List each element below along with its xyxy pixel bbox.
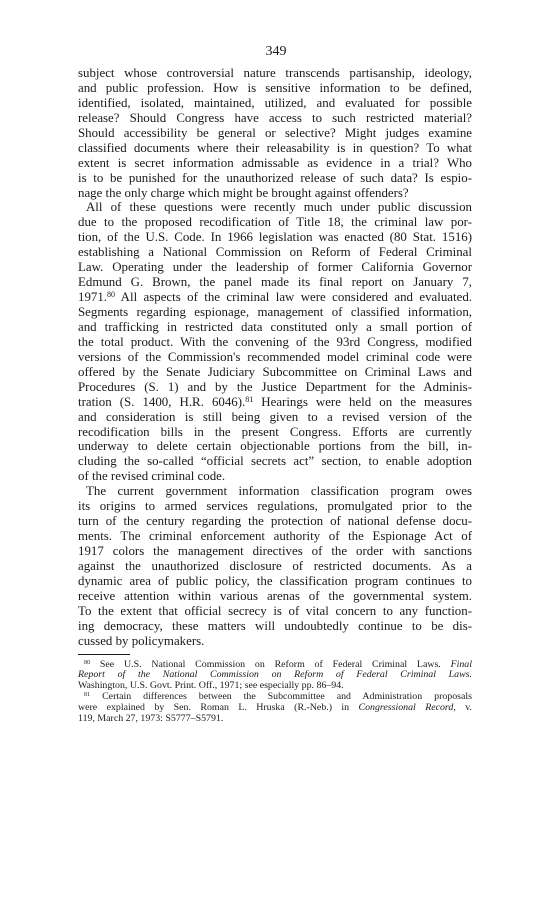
line-text: recodification bills in the present Congress. Efforts are currently xyxy=(78,424,472,439)
footnote-ref: 81 xyxy=(245,394,254,404)
text-line xyxy=(78,454,472,469)
line-text: cluding the so-called “official secrets act” section, to enable adoption xyxy=(78,454,472,469)
line-text: To the extent that official secrecy is of vital concern to any function- xyxy=(78,603,472,618)
text-line xyxy=(78,290,472,305)
line-text: Certain differences between the Subcommittee and Administration proposals xyxy=(90,692,472,703)
footnote-ref: 80 xyxy=(107,290,115,300)
text-line xyxy=(78,96,472,111)
footnote-separator xyxy=(78,654,130,655)
text-line xyxy=(78,395,472,410)
line-text: tration (S. 1400, H.R. 6046). xyxy=(78,394,246,409)
line-text: 119, March 27, 1973: S5777–S5791. xyxy=(78,714,224,725)
line-text: the total product. With the convening of the 93rd Congress, modified xyxy=(78,334,472,349)
line-text: cussed by policymakers. xyxy=(78,633,205,648)
text-line xyxy=(78,126,472,141)
italic-text: Report of the National Commission on Reform of Federal Criminal Laws. xyxy=(78,670,472,681)
line-text: versions of the Commission's recommended model criminal code were xyxy=(78,349,472,364)
line-text: subject whose controversial nature transcends partisanship, ideology, xyxy=(78,66,472,80)
line-text: ing democracy, these matters will undoubtedly continue to be dis- xyxy=(78,618,472,633)
line-text: offered by the Senate Judiciary Subcommittee on Criminal Laws and xyxy=(78,364,472,379)
text-line xyxy=(78,186,472,201)
line-text: dynamic area of public policy, the classification program continues to xyxy=(78,573,472,588)
text-line xyxy=(78,81,472,96)
text-line xyxy=(78,230,472,245)
text-line xyxy=(78,604,472,619)
line-text: Segments regarding espionage, management of classified information, xyxy=(78,305,472,319)
footnote-line xyxy=(78,692,472,703)
text-line xyxy=(78,305,472,320)
line-text: and public profession. How is sensitive information to be defined, xyxy=(78,80,472,95)
footnote-line xyxy=(78,660,472,671)
footnote-ref: 81 xyxy=(84,692,91,699)
footnote-ref: 80 xyxy=(84,659,91,666)
text-line xyxy=(78,200,472,215)
footnotes xyxy=(78,660,472,725)
line-text: extent is secret information admissable as evidence in a trial? Who xyxy=(78,155,472,170)
line-text: its origins to armed services regulations, promulgated prior to the xyxy=(78,499,472,514)
line-text: tion, of the U.S. Code. In 1966 legislation was enacted (80 Stat. 1516) xyxy=(78,230,472,245)
text-line xyxy=(78,544,472,559)
text-line xyxy=(78,589,472,604)
line-text: and trafficking in restricted data constituted only a small portion of xyxy=(78,319,472,334)
footnote-line xyxy=(78,670,472,681)
line-text: of the revised criminal code. xyxy=(78,469,226,484)
line-text: turn of the century regarding the protection of national defense docu- xyxy=(78,514,472,529)
page-number: 349 xyxy=(265,44,287,59)
line-text: Edmund G. Brown, the panel made its final report on January 7, xyxy=(78,275,472,290)
line-text: were explained by Sen. Roman L. Hruska (R.-Neb.) in xyxy=(78,703,359,714)
text-line xyxy=(78,484,472,499)
text-line xyxy=(78,141,472,156)
line-text: Washington, U.S. Govt. Print. Off., 1971; see especially pp. 86–94. xyxy=(78,681,344,692)
line-text: identified, isolated, maintained, utilized, and evaluated for possible xyxy=(78,95,472,110)
line-text: Procedures (S. 1) and by the Justice Department for the Adminis- xyxy=(78,379,472,394)
footnote-line xyxy=(78,714,472,725)
text-line xyxy=(78,156,472,171)
text-line xyxy=(78,245,472,260)
line-text: All of these questions were recently much under public discussion xyxy=(86,200,472,215)
line-text: ments. The criminal enforcement authority of the Espionage Act of xyxy=(78,529,472,544)
text-line xyxy=(78,529,472,544)
line-text: due to the proposed recodification of Title 18, the criminal law por- xyxy=(78,215,472,230)
line-text: and consideration is still being given to a revised version of the xyxy=(78,409,472,424)
line-text: is to be punished for the unauthorized release of such data? Is espio- xyxy=(78,170,472,185)
footnote-line xyxy=(78,703,472,714)
line-text: , v. xyxy=(453,703,472,714)
text-block xyxy=(78,66,472,725)
text-line xyxy=(78,514,472,529)
text-line xyxy=(78,111,472,126)
text-line xyxy=(78,275,472,290)
text-line xyxy=(78,410,472,425)
line-text: establishing a National Commission on Reform of Federal Criminal xyxy=(78,245,472,260)
text-line xyxy=(78,260,472,275)
text-line xyxy=(78,335,472,350)
text-line xyxy=(78,215,472,230)
text-line xyxy=(78,619,472,634)
italic-text: Final xyxy=(450,659,472,670)
line-text: 1971. xyxy=(78,290,108,305)
text-line xyxy=(78,574,472,589)
line-text: underway to delete certain objectionable portions from the bill, in- xyxy=(78,439,472,454)
text-line xyxy=(78,350,472,365)
line-text: The current government information classification program owes xyxy=(86,484,472,499)
text-line xyxy=(78,365,472,380)
text-line xyxy=(78,320,472,335)
line-text: Should accessibility be general or selective? Might judges examine xyxy=(78,125,472,140)
footnote-line xyxy=(78,681,472,692)
text-line xyxy=(78,66,472,81)
line-text: receive attention within various arenas of the governmental system. xyxy=(78,588,472,603)
line-text: 1917 colors the management directives of the order with sanctions xyxy=(78,544,472,558)
text-line xyxy=(78,634,472,649)
text-line xyxy=(78,425,472,440)
line-text: nage the only charge which might be brought against offenders? xyxy=(78,185,409,200)
text-line xyxy=(78,439,472,454)
line-text: All aspects of the criminal law were considered and evaluated. xyxy=(115,290,472,305)
line-text: classified documents where their releasability is in question? To what xyxy=(78,140,472,155)
text-line xyxy=(78,469,472,484)
text-line xyxy=(78,499,472,514)
line-text: Law. Operating under the leadership of former California Governor xyxy=(78,260,472,275)
text-line xyxy=(78,380,472,395)
text-line xyxy=(78,171,472,186)
body-text xyxy=(78,66,472,649)
line-text: release? Should Congress have access to such restricted material? xyxy=(78,110,472,125)
line-text: Hearings were held on the measures xyxy=(253,394,472,409)
line-text: against the unauthorized disclosure of restricted documents. As a xyxy=(78,558,472,573)
line-text: See U.S. National Commission on Reform of Federal Criminal Laws. xyxy=(90,659,451,670)
text-line xyxy=(78,559,472,574)
italic-text: Congressional Record xyxy=(358,703,454,714)
